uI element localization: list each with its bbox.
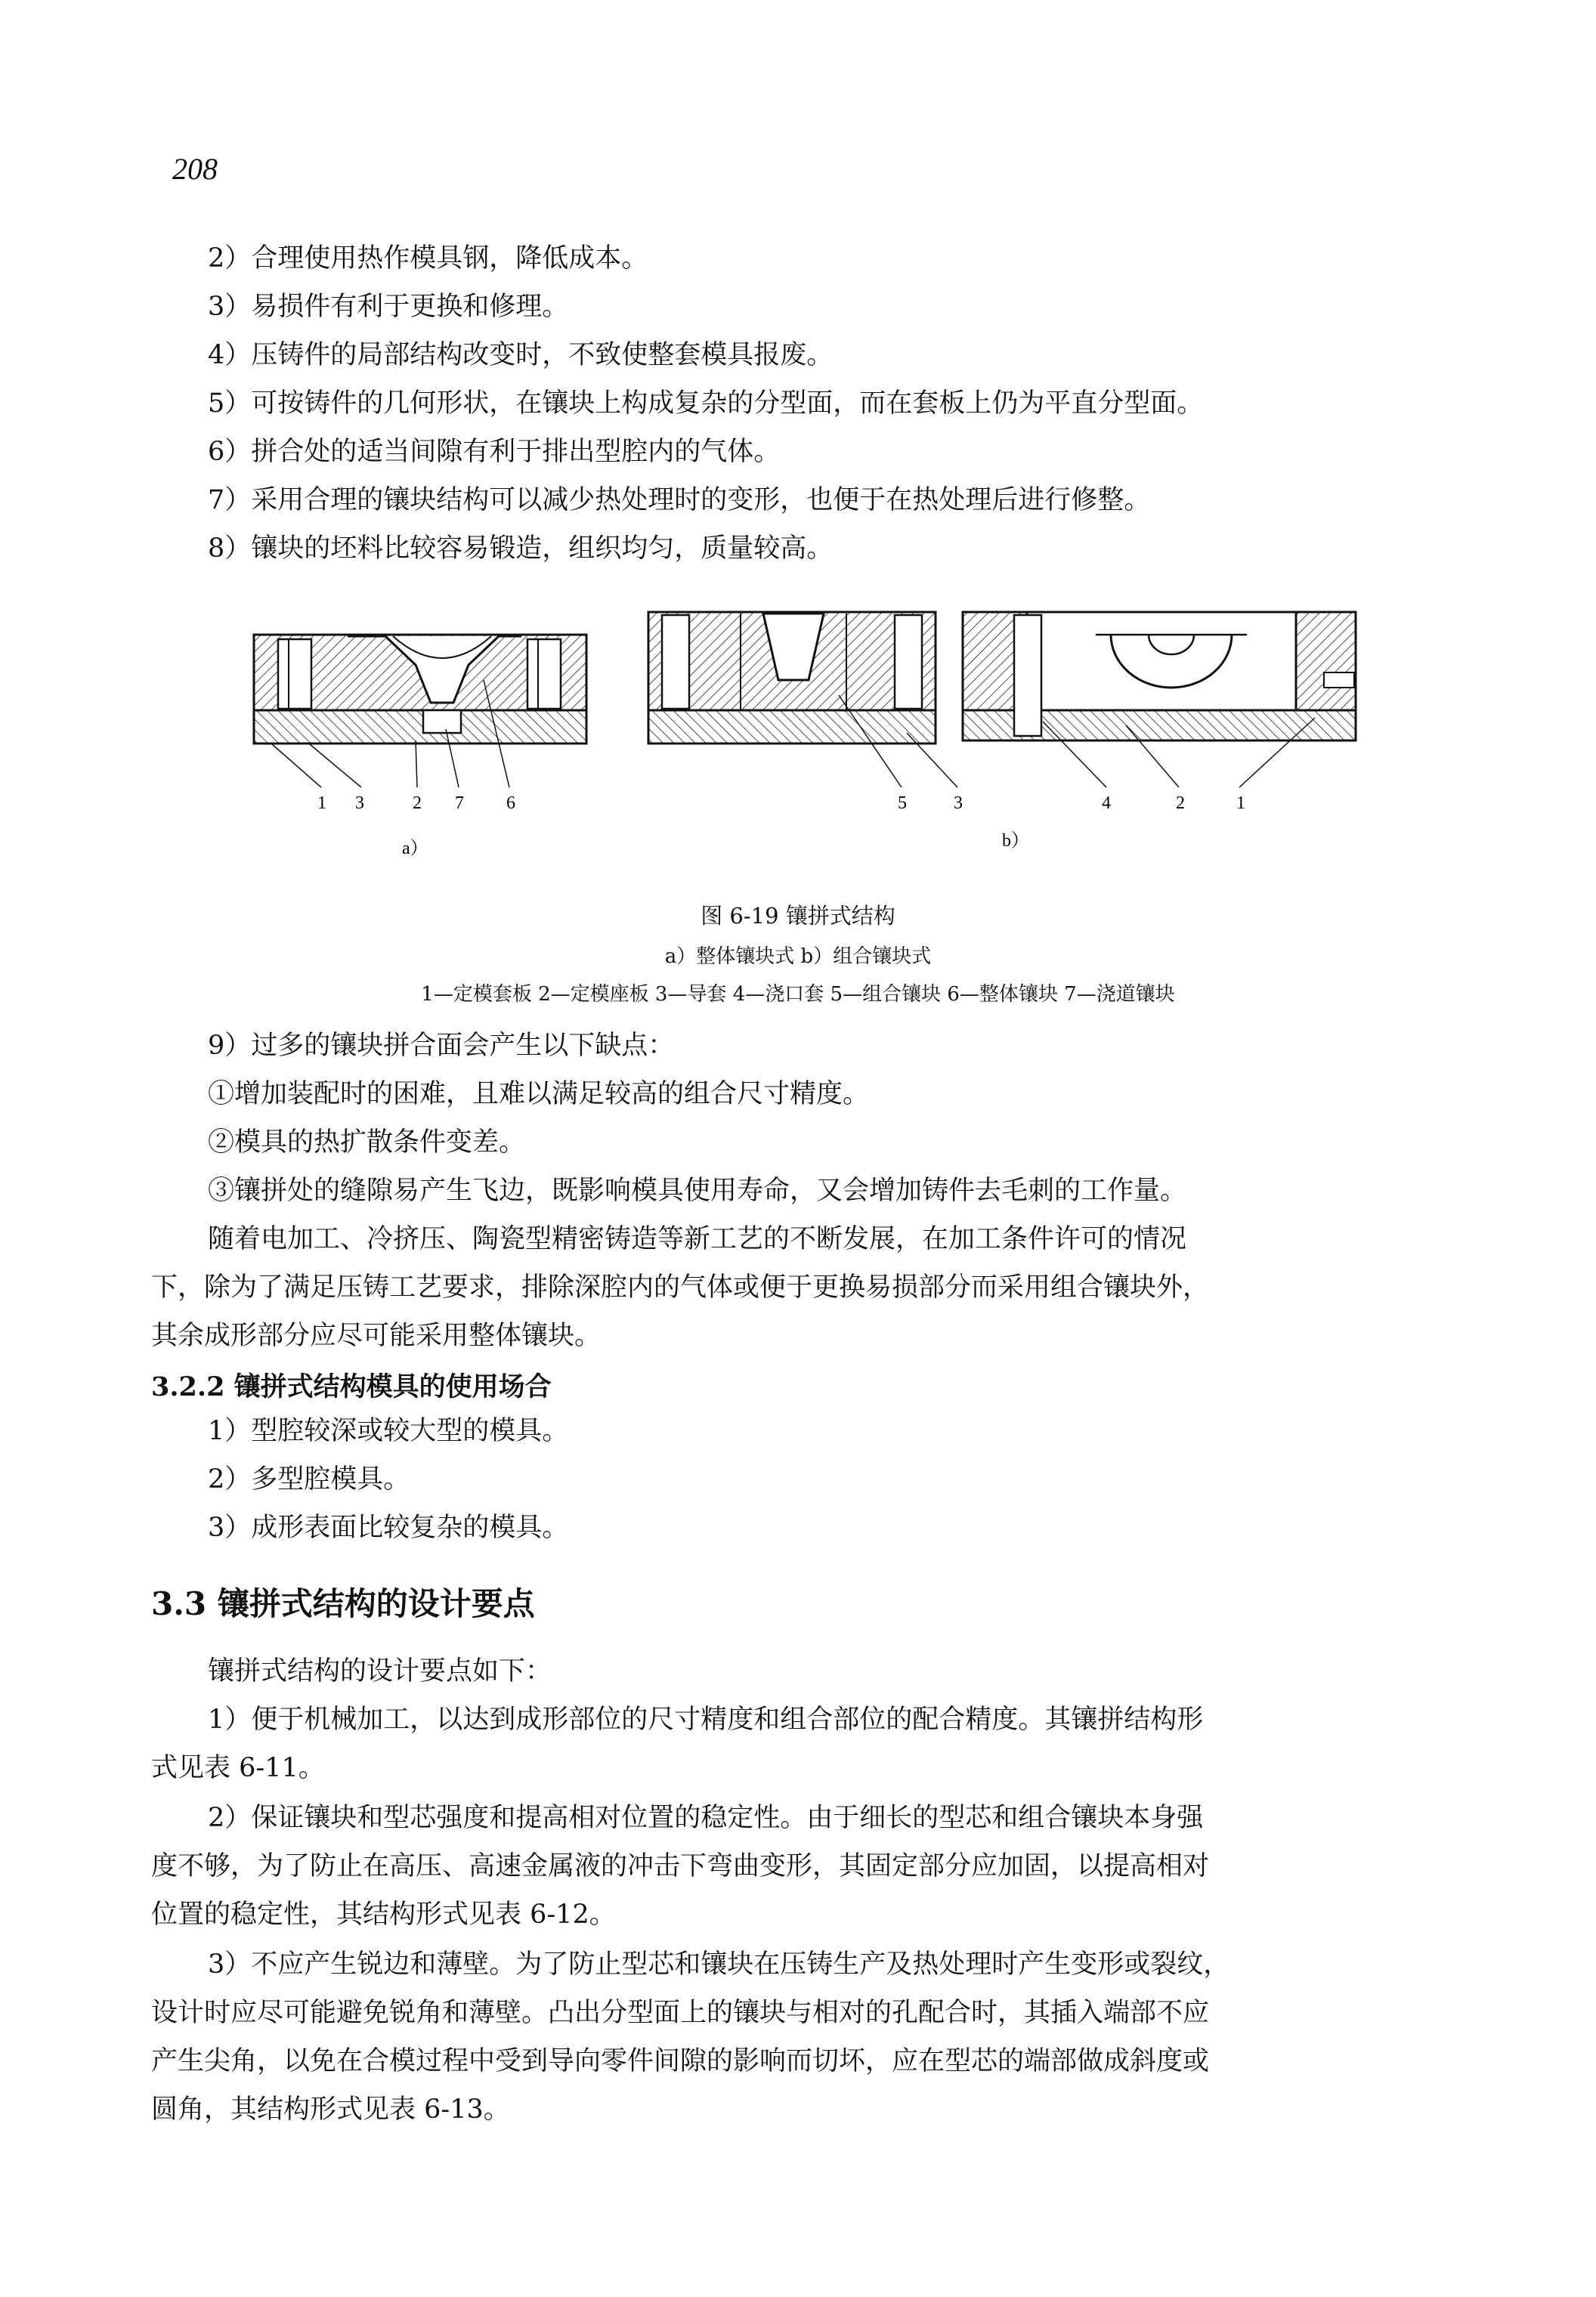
label-a-7: 7 xyxy=(455,793,464,813)
label-a-2: 2 xyxy=(413,793,422,813)
paragraph-line: 产生尖角，以免在合模过程中受到导向零件间隙的影响而切坏，应在型芯的端部做成斜度或 xyxy=(151,2046,1210,2076)
drawing-b-left xyxy=(648,612,957,787)
label-a-3: 3 xyxy=(355,793,364,813)
paragraph-line: 度不够，为了防止在高压、高速金属液的冲击下弯曲变形，其固定部分应加固，以提高相对 xyxy=(151,1851,1210,1881)
figure-6-19-drawing xyxy=(242,589,1390,876)
list-item: 3）易损件有利于更换和修理。 xyxy=(208,292,569,322)
figure-title: 图 6-19 镶拼式结构 xyxy=(701,903,895,929)
paragraph-line: 下，除为了满足压铸工艺要求，排除深腔内的气体或便于更换易损部分而采用组合镶块外， xyxy=(151,1272,1210,1303)
paragraph-line: 位置的稳定性，其结构形式见表 6-12。 xyxy=(151,1900,616,1930)
paragraph-line: 3）不应产生锐边和薄壁。为了防止型芯和镶块在压铸生产及热处理时产生变形或裂纹， xyxy=(208,1949,1230,1980)
paragraph-line: 设计时应尽可能避免锐角和薄壁。凸出分型面上的镶块与相对的孔配合时，其插入端部不应 xyxy=(151,1998,1210,2028)
list-item: ③镶拼处的缝隙易产生飞边，既影响模具使用寿命，又会增加铸件去毛刺的工作量。 xyxy=(208,1176,1187,1206)
label-b-1: 1 xyxy=(1236,793,1245,813)
list-item: 5）可按铸件的几何形状，在镶块上构成复杂的分型面，而在套板上仍为平直分型面。 xyxy=(208,388,1204,419)
label-b-3: 3 xyxy=(954,793,963,813)
paragraph-line: 其余成形部分应尽可能采用整体镶块。 xyxy=(151,1321,602,1351)
section-heading-3-2-2: 3.2.2 镶拼式结构模具的使用场合 xyxy=(151,1371,552,1402)
label-a-1: 1 xyxy=(317,793,326,813)
paragraph-line: 2）保证镶块和型芯强度和提高相对位置的稳定性。由于细长的型芯和组合镶块本身强 xyxy=(208,1803,1204,1833)
figure-subtitle: a）整体镶块式 b）组合镶块式 xyxy=(664,945,932,968)
list-item: 6）拼合处的适当间隙有利于排出型腔内的气体。 xyxy=(208,437,781,467)
list-item: 3）成形表面比较复杂的模具。 xyxy=(208,1513,569,1543)
subfigure-b-label: b） xyxy=(1002,831,1029,851)
drawing-a xyxy=(254,635,586,787)
figure-legend: 1—定模套板 2—定模座板 3—导套 4—浇口套 5—组合镶块 6—整体镶块 7—浇道镶块 xyxy=(421,983,1175,1006)
list-item: 9）过多的镶块拼合面会产生以下缺点： xyxy=(208,1031,675,1061)
paragraph-line: 随着电加工、冷挤压、陶瓷型精密铸造等新工艺的不断发展，在加工条件许可的情况 xyxy=(208,1224,1187,1254)
label-b-2: 2 xyxy=(1176,793,1185,813)
label-b-4: 4 xyxy=(1102,793,1111,813)
label-b-5: 5 xyxy=(898,793,907,813)
list-item: 4）压铸件的局部结构改变时，不致使整套模具报废。 xyxy=(208,340,834,370)
drawing-b-right xyxy=(963,612,1356,787)
list-item: 2）多型腔模具。 xyxy=(208,1464,410,1495)
list-item: 1）型腔较深或较大型的模具。 xyxy=(208,1416,569,1446)
paragraph-line: 镶拼式结构的设计要点如下： xyxy=(208,1656,552,1686)
section-heading-3-3: 3.3 镶拼式结构的设计要点 xyxy=(151,1585,535,1622)
label-a-6: 6 xyxy=(506,793,515,813)
list-item: 8）镶块的坯料比较容易锻造，组织均匀，质量较高。 xyxy=(208,533,834,564)
list-item: ①增加装配时的困难，且难以满足较高的组合尺寸精度。 xyxy=(208,1079,870,1109)
paragraph-line: 式见表 6-11。 xyxy=(151,1753,325,1783)
subfigure-a-label: a） xyxy=(402,839,428,858)
paragraph-line: 1）便于机械加工，以达到成形部位的尺寸精度和组合部位的配合精度。其镶拼结构形 xyxy=(208,1705,1204,1735)
page-number: 208 xyxy=(172,152,218,186)
list-item: 2）合理使用热作模具钢，降低成本。 xyxy=(208,243,648,274)
list-item: ②模具的热扩散条件变差。 xyxy=(208,1127,526,1158)
paragraph-line: 圆角，其结构形式见表 6-13。 xyxy=(151,2095,510,2125)
list-item: 7）采用合理的镶块结构可以减少热处理时的变形，也便于在热处理后进行修整。 xyxy=(208,485,1151,515)
